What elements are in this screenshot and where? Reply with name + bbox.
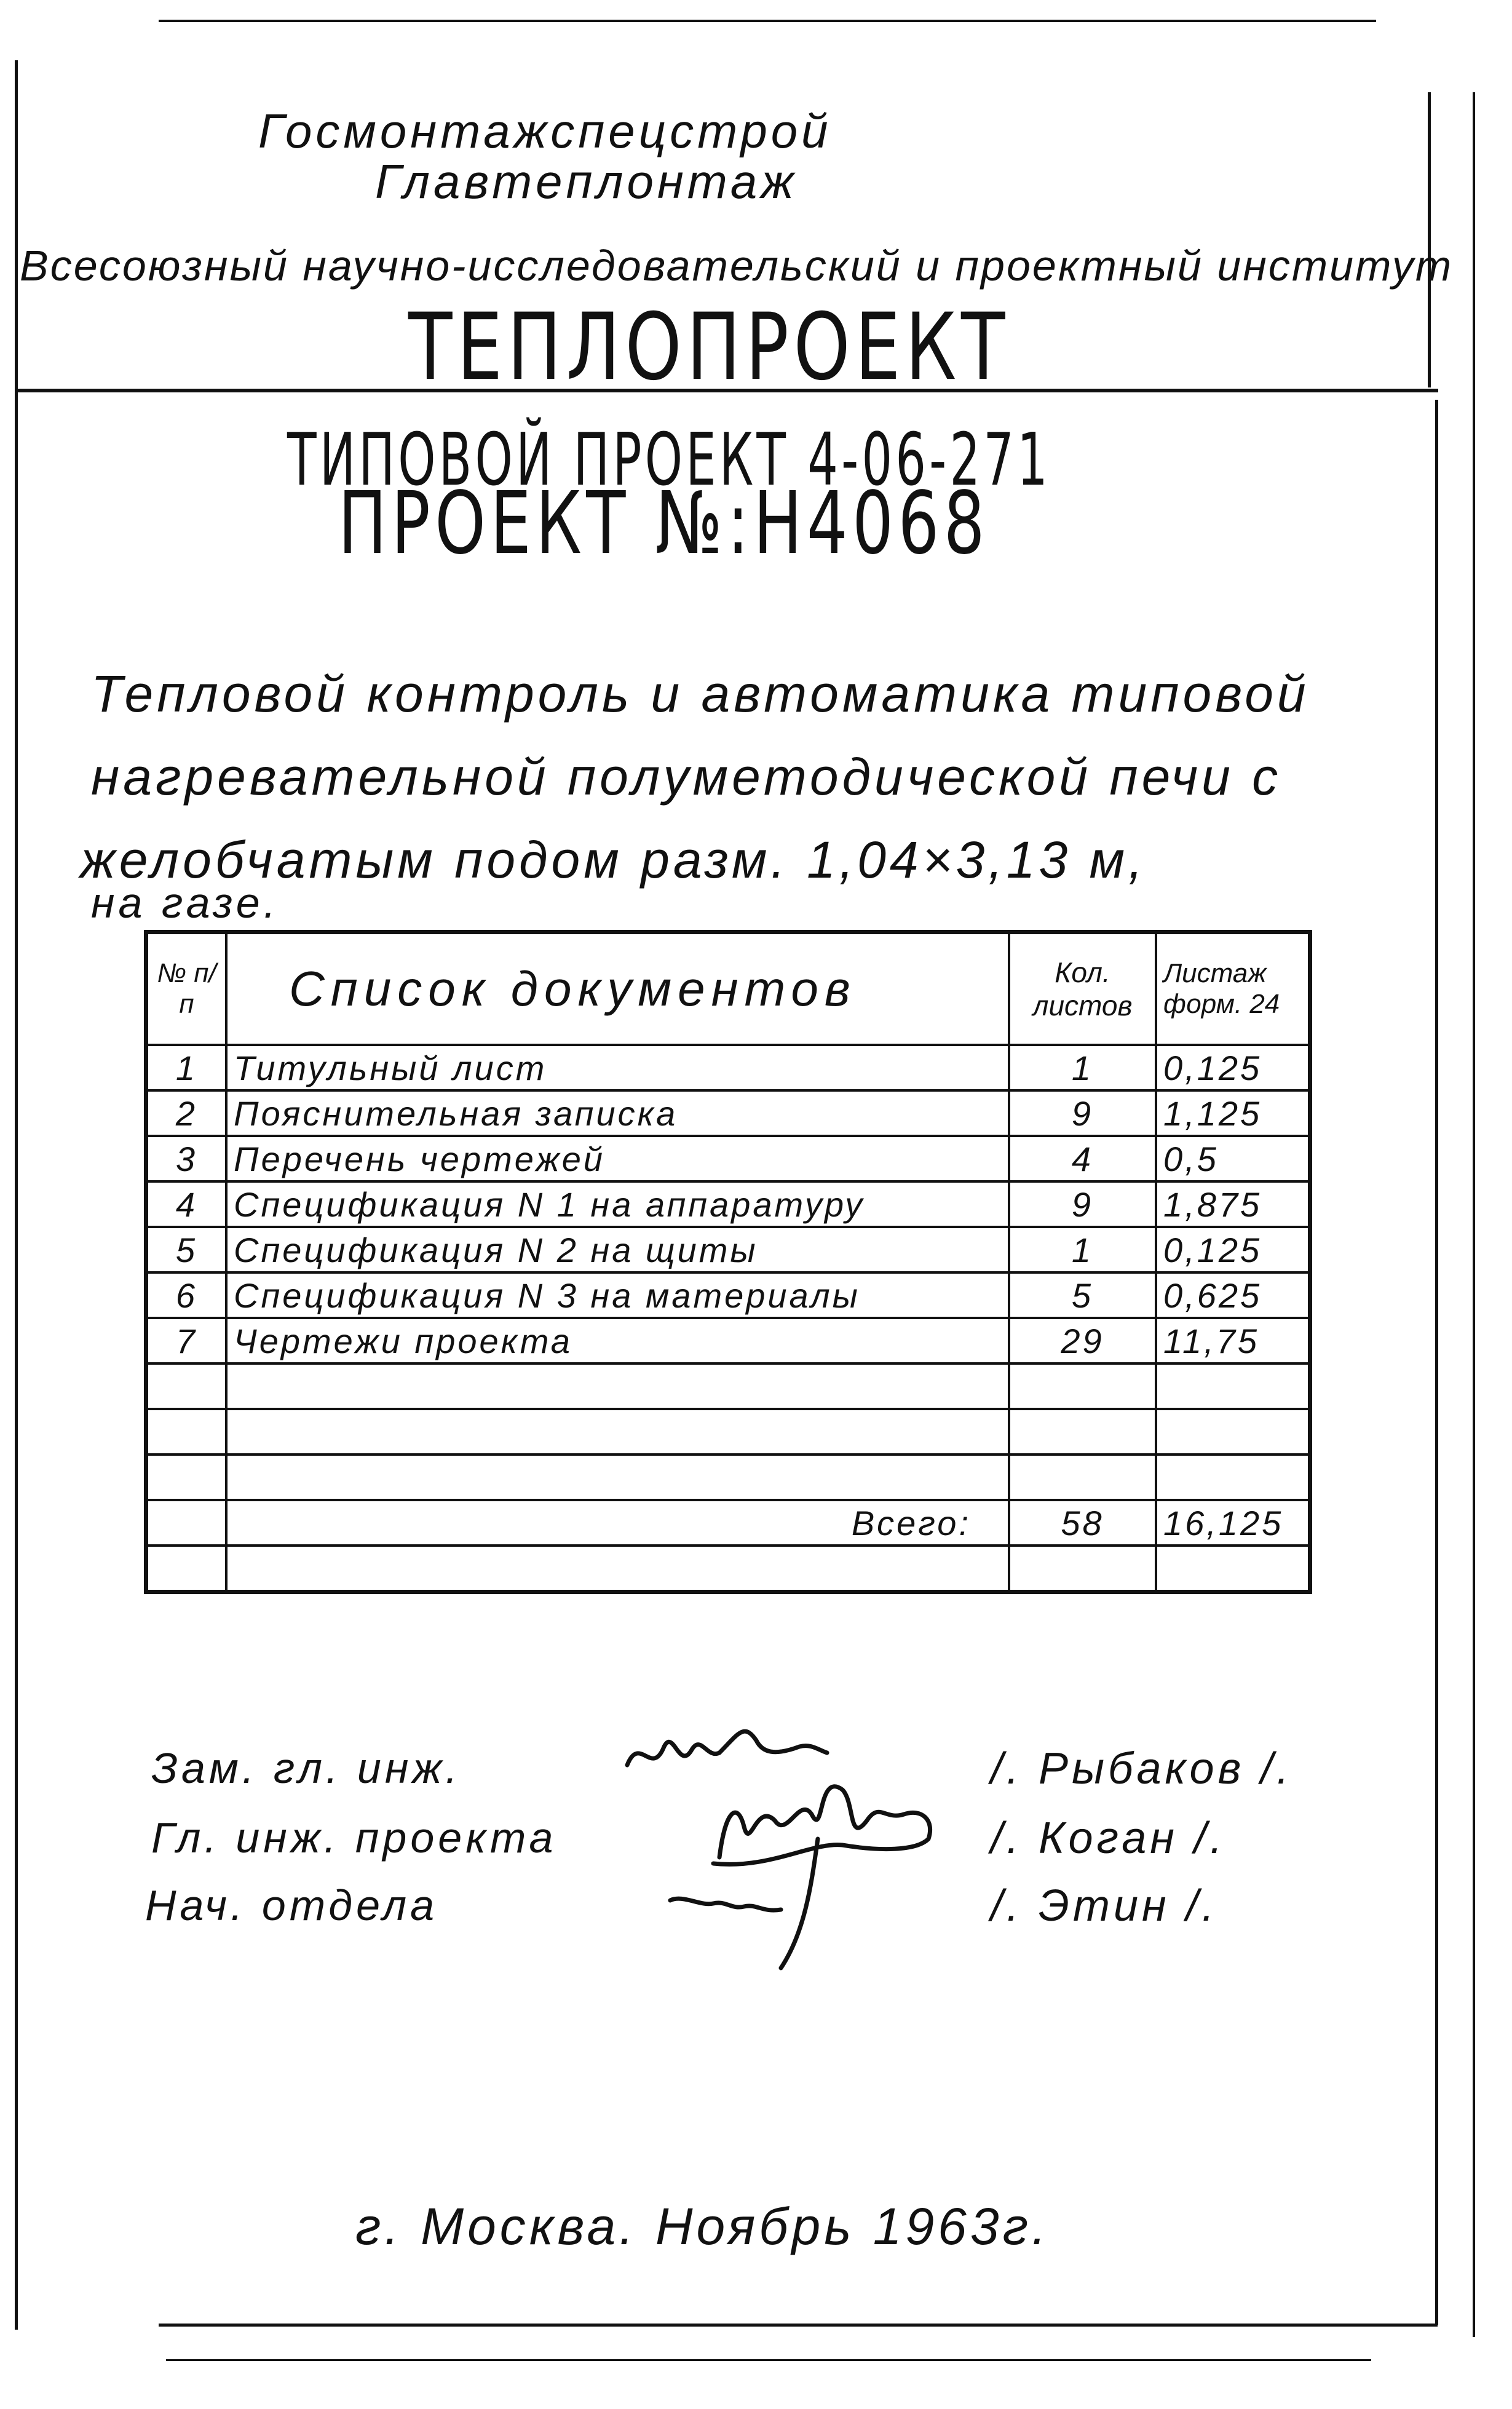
row-format: 11,75 (1156, 1318, 1310, 1363)
header-format: Листаж форм. 24 (1156, 932, 1310, 1046)
row-name: Спецификация N 1 на аппаратуру (226, 1181, 1009, 1227)
signature-role-3: Нач. отдела (145, 1881, 438, 1929)
row-num: 5 (146, 1227, 227, 1272)
row-sheets: 29 (1009, 1318, 1156, 1363)
title-line-3: желобчатым подом разм. 1,04×3,13 м, (80, 831, 1147, 889)
row-format: 0,125 (1156, 1045, 1310, 1090)
row-format: 0,625 (1156, 1272, 1310, 1318)
signature-role-1: Зам. гл. инж. (151, 1744, 461, 1792)
frame-outer-right (1473, 92, 1475, 2337)
bottom-rule (159, 2324, 1438, 2327)
table-row (146, 1318, 1310, 1363)
row-format: 0,125 (1156, 1227, 1310, 1272)
row-name: Перечень чертежей (226, 1136, 1009, 1181)
header-num: № п/п (146, 932, 227, 1046)
row-name: Титульный лист (226, 1045, 1009, 1090)
total-sheets: 58 (1009, 1500, 1156, 1546)
signature-1 (627, 1731, 827, 1765)
table-row (146, 1181, 1310, 1227)
table-row-empty (146, 1546, 1310, 1592)
row-name: Чертежи проекта (226, 1318, 1009, 1363)
table-row-empty (146, 1455, 1310, 1500)
header-sheets: Кол. листов (1009, 932, 1156, 1046)
signature-2-tail (781, 1839, 818, 1968)
row-num: 7 (146, 1318, 227, 1363)
row-format: 1,125 (1156, 1090, 1310, 1136)
directorate-name: Главтеплонтаж (375, 154, 798, 208)
row-name: Пояснительная записка (226, 1090, 1009, 1136)
row-num: 6 (146, 1272, 227, 1318)
institute-name: ТЕПЛОПРОЕКТ (408, 294, 1010, 401)
total-format: 16,125 (1156, 1500, 1310, 1546)
signature-name-3: /. Этин /. (991, 1881, 1218, 1931)
row-format: 0,5 (1156, 1136, 1310, 1181)
table-row (146, 1227, 1310, 1272)
title-line-4: на газе. (91, 879, 280, 927)
signature-3 (670, 1899, 781, 1910)
title-line-1: Тепловой контроль и автоматика типовой (91, 665, 1310, 723)
row-sheets: 1 (1009, 1045, 1156, 1090)
row-num: 3 (146, 1136, 227, 1181)
table-total-row (146, 1500, 1310, 1546)
project-number: ПРОЕКТ №:Н4068 (338, 474, 990, 574)
table-row (146, 1090, 1310, 1136)
signature-name-2: /. Коган /. (991, 1814, 1226, 1863)
signature-2 (713, 1787, 930, 1865)
row-num: 1 (146, 1045, 227, 1090)
top-rule (159, 20, 1376, 22)
row-num: 4 (146, 1181, 227, 1227)
frame-right-lower (1435, 400, 1438, 2325)
row-sheets: 9 (1009, 1181, 1156, 1227)
row-sheets: 9 (1009, 1090, 1156, 1136)
ministry-name: Госмонтажспецстрой (258, 104, 832, 158)
row-sheets: 4 (1009, 1136, 1156, 1181)
title-line-2: нагревательной полуметодической печи с (91, 748, 1282, 806)
place-and-date: г. Москва. Ноябрь 1963г. (355, 2197, 1050, 2255)
row-name: Спецификация N 3 на материалы (226, 1272, 1009, 1318)
row-num: 2 (146, 1090, 227, 1136)
table-row (146, 1272, 1310, 1318)
typical-project-number: ТИПОВОЙ ПРОЕКТ 4-06-271 (287, 417, 1051, 502)
handwritten-signatures (615, 1697, 959, 1974)
table-row (146, 1045, 1310, 1090)
table-header-row (146, 932, 1310, 1046)
row-name: Спецификация N 2 на щиты (226, 1227, 1009, 1272)
table-row-empty (146, 1409, 1310, 1455)
total-label: Всего: (226, 1500, 1009, 1546)
row-sheets: 5 (1009, 1272, 1156, 1318)
signature-name-1: /. Рыбаков /. (991, 1744, 1293, 1793)
table-row (146, 1136, 1310, 1181)
documents-table (144, 930, 1312, 1594)
institute-full-name: Всесоюзный научно-исследовательский и проектный институт (20, 242, 1454, 290)
signature-role-2: Гл. инж. проекта (151, 1814, 557, 1862)
frame-left (15, 60, 18, 2330)
row-sheets: 1 (1009, 1227, 1156, 1272)
header-name: Список документов (226, 932, 1009, 1046)
bottom-rule-2 (166, 2359, 1371, 2361)
frame-right-upper (1428, 92, 1431, 387)
table-row-empty (146, 1363, 1310, 1409)
row-format: 1,875 (1156, 1181, 1310, 1227)
